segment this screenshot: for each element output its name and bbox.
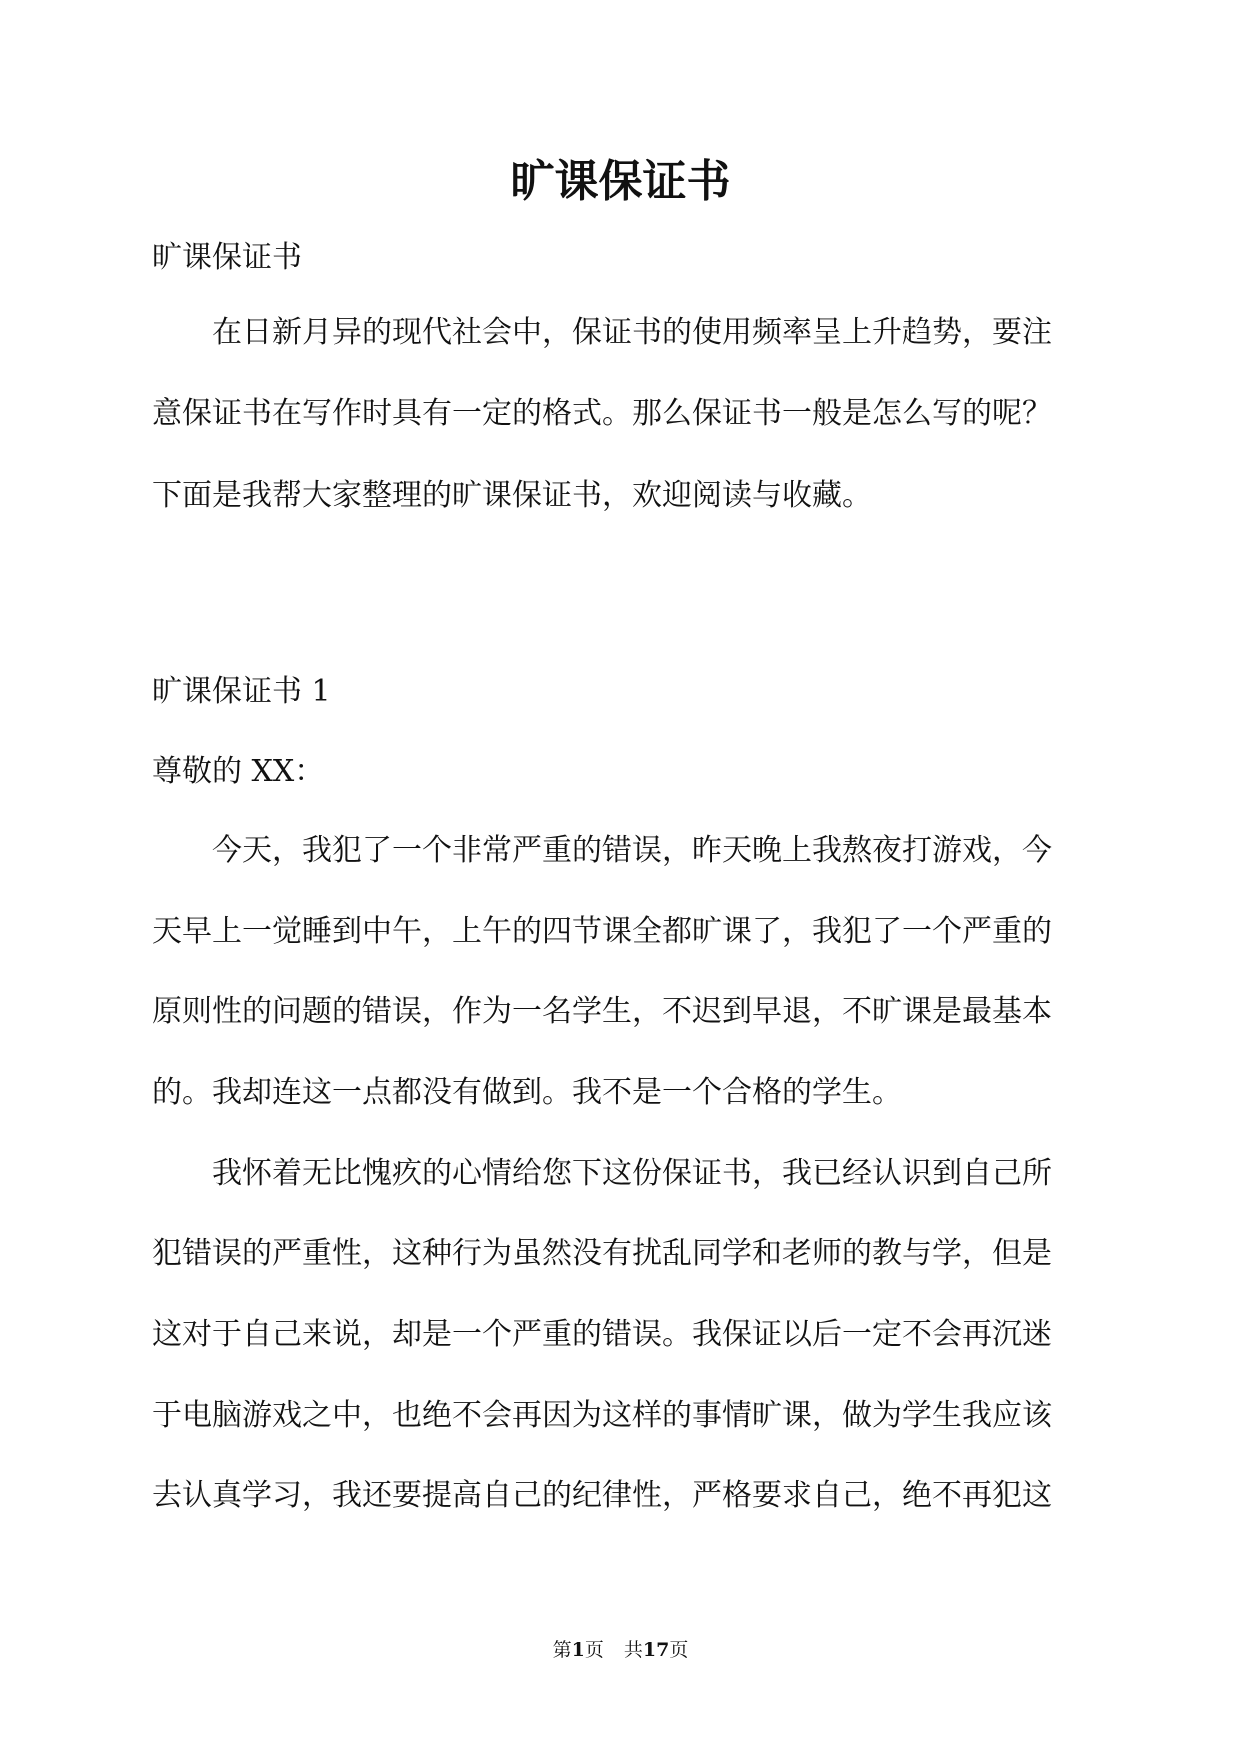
body-line: 犯错误的严重性，这种行为虽然没有扰乱同学和老师的教与学，但是: [152, 1236, 1052, 1271]
body-line: 尊敬的 XX：: [152, 754, 325, 789]
total-prefix: 共: [623, 1639, 643, 1661]
body-line: 原则性的问题的错误，作为一名学生，不迟到早退，不旷课是最基本: [152, 994, 1052, 1029]
total-pages: 17: [642, 1639, 670, 1661]
body-line: 天早上一觉睡到中午，上午的四节课全都旷课了，我犯了一个严重的: [152, 914, 1052, 949]
body-line: 的。我却连这一点都没有做到。我不是一个合格的学生。: [152, 1075, 902, 1110]
body-line: 这对于自己来说，却是一个严重的错误。我保证以后一定不会再沉迷: [152, 1317, 1052, 1352]
page-number: 1: [571, 1639, 585, 1661]
body-line: 旷课保证书: [152, 240, 302, 275]
body-line: 我怀着无比愧疚的心情给您下这份保证书，我已经认识到自己所: [152, 1156, 1052, 1191]
page-footer: [0, 1636, 1241, 1664]
body-line: 今天，我犯了一个非常严重的错误，昨天晚上我熬夜打游戏，今: [152, 833, 1052, 868]
body-line: 去认真学习，我还要提高自己的纪律性，严格要求自己，绝不再犯这: [152, 1478, 1052, 1513]
page-prefix: 第: [552, 1639, 572, 1661]
page-suffix: 页: [584, 1639, 604, 1661]
body-line: 下面是我帮大家整理的旷课保证书，欢迎阅读与收藏。: [152, 478, 872, 513]
body-line: 意保证书在写作时具有一定的格式。那么保证书一般是怎么写的呢？: [152, 396, 1052, 431]
page-title: 旷课保证书: [510, 156, 731, 207]
body-line: 于电脑游戏之中，也绝不会再因为这样的事情旷课，做为学生我应该: [152, 1398, 1052, 1433]
body-line: 旷课保证书 1: [152, 674, 331, 709]
body-line: 在日新月异的现代社会中，保证书的使用频率呈上升趋势，要注: [152, 315, 1052, 350]
total-suffix: 页: [669, 1639, 689, 1661]
